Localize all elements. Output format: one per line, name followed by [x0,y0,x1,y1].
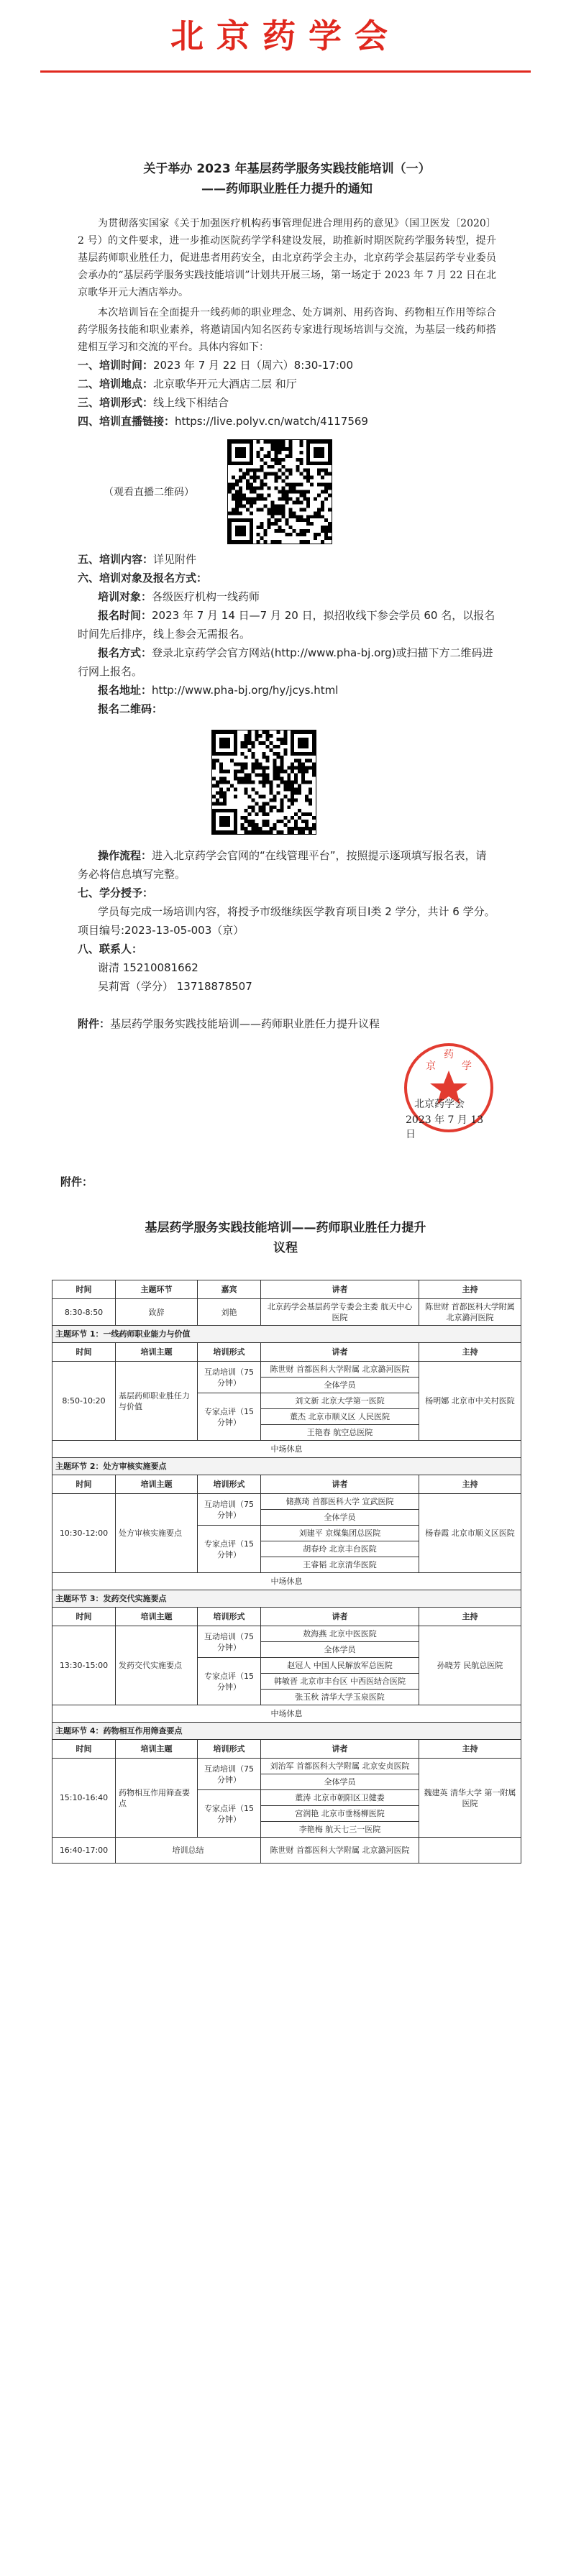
session-theme: 发药交代实施要点 [116,1626,198,1705]
intro-paragraphs [78,215,496,356]
process-text: 操作流程：进入北京药学会官网的“在线管理平台”，按照提示逐项填写报名表，请务必将信息填写完整。 [78,849,487,881]
agenda-section-title: 主题环节 2：处方审核实施要点 [52,1458,521,1475]
session-speaker: 张玉秋 清华大学玉泉医院 [261,1690,419,1705]
attachment-label: 附件： [60,1175,93,1188]
agenda-subheader-row [52,1740,521,1759]
subheader-cell: 时间 [52,1475,116,1494]
session-form: 互动培训（75 分钟） [198,1362,261,1393]
session-speaker: 全体学员 [261,1510,419,1526]
subheader-cell: 讲者 [261,1608,419,1626]
agenda-break-row [52,1441,521,1458]
contact-line: 谢清 15210081662 [98,961,198,974]
session-form: 专家点评（15 分钟） [198,1393,261,1441]
session-theme: 处方审核实施要点 [116,1494,198,1573]
session-speaker: 董杰 北京市顺义区 人民医院 [261,1409,419,1425]
info-item-location: 二、培训地点：北京歌华开元大酒店二层 和厅 [78,377,297,390]
enroll-address-link[interactable]: http://www.pha-bj.org/hy/jcys.html [152,684,339,697]
enroll-qr-code-icon[interactable] [211,730,316,835]
credit-heading: 七、学分授予： [78,886,154,899]
break-label: 中场休息 [52,1441,521,1458]
enroll-time: 报名时间：2023 年 7 月 14 日—7 月 20 日，拟招收线下参会学员 60 名，以报名时间先后排序，线上参会无需报名。 [78,609,495,641]
agenda-break-row [52,1705,521,1723]
session-time: 13:30-15:00 [52,1626,116,1705]
session-form: 专家点评（15 分钟） [198,1658,261,1705]
session-speaker: 韩敏晋 北京市丰台区 中西医结合医院 [261,1674,419,1690]
session-speaker: 王艳春 航空总医院 [261,1425,419,1441]
agenda-section-title-row [52,1458,521,1475]
subheader-cell: 培训形式 [198,1608,261,1626]
subheader-cell: 主持 [419,1475,521,1494]
subheader-cell: 讲者 [261,1343,419,1362]
break-label: 中场休息 [52,1705,521,1723]
signature-date: 2023 年 7 月 13 日 [406,1114,484,1140]
credit-text: 学员每完成一场培训内容，将授予市级继续医学教育项目Ⅰ类 2 学分，共计 6 学分。项目编号:2023-13-05-003（京） [78,905,495,937]
agenda-row-opening: 8:30-8:50 致辞 刘艳 北京药学会基层药学专委会主委 航天中心医院 陈世财 首都医科大学附属 北京潞河医院 [52,1299,521,1326]
info-list-2 [78,550,496,718]
session-form: 专家点评（15 分钟） [198,1790,261,1838]
subheader-cell: 讲者 [261,1740,419,1759]
session-time: 8:50-10:20 [52,1362,116,1441]
session-host: 杨明娜 北京市中关村医院 [419,1362,521,1441]
session-speaker: 储燕琦 首都医科大学 宣武医院 [261,1494,419,1510]
session-speaker: 敖海燕 北京中医医院 [261,1626,419,1642]
agenda-subheader-row [52,1343,521,1362]
subheader-cell: 培训主题 [116,1608,198,1626]
session-host [419,1838,521,1864]
agenda-row [52,1759,521,1774]
session-speaker: 全体学员 [261,1378,419,1393]
session-form: 互动培训（75 分钟） [198,1626,261,1658]
info-item-content: 五、培训内容：详见附件 [78,553,197,566]
notice-title: 关于举办 2023 年基层药学服务实践技能培训（一） [143,162,431,176]
agenda-table [52,1280,521,1864]
session-time: 10:30-12:00 [52,1494,116,1573]
session-time: 16:40-17:00 [52,1838,116,1864]
enroll-qr-heading: 报名二维码： [98,702,163,715]
contact-heading: 八、联系人： [78,943,143,955]
subheader-cell: 培训形式 [198,1740,261,1759]
subheader-cell: 主持 [419,1608,521,1626]
session-time: 15:10-16:40 [52,1759,116,1838]
agenda-row [52,1626,521,1642]
agenda-subheader-row [52,1475,521,1494]
agenda-section-title-row [52,1723,521,1740]
session-speaker: 全体学员 [261,1774,419,1790]
subheader-cell: 培训主题 [116,1475,198,1494]
session-host: 杨春霞 北京市顺义区医院 [419,1494,521,1573]
break-label: 中场休息 [52,1573,521,1590]
svg-text:学: 学 [462,1060,472,1072]
session-speaker: 刘治军 首都医科大学附属 北京安贞医院 [261,1759,419,1774]
subheader-cell: 培训形式 [198,1475,261,1494]
enroll-target: 培训对象：各级医疗机构一线药师 [98,590,260,603]
session-form: 互动培训（75 分钟） [198,1494,261,1526]
live-qr-caption: （观看直播二维码） [104,487,194,498]
agenda-title: 基层药学服务实践技能培训——药师职业胜任力提升 议程 [145,1221,426,1255]
subheader-cell: 主持 [419,1343,521,1362]
notice-body [0,159,571,1148]
agenda-row [52,1494,521,1510]
letterhead [0,0,571,73]
session-theme: 培训总结 [116,1838,261,1864]
live-stream-link[interactable]: https://live.polyv.cn/watch/4117569 [175,415,368,428]
letterhead-org-name: 北京药学会 [170,17,401,55]
info-item-live-link: 四、培训直播链接：https://live.polyv.cn/watch/4117569 [78,415,368,428]
enroll-qr-section [211,728,496,836]
agenda-subheader-row [52,1608,521,1626]
svg-text:京: 京 [426,1060,436,1072]
signature-block [78,1040,496,1148]
session-form: 互动培训（75 分钟） [198,1759,261,1790]
subheader-cell: 培训主题 [116,1343,198,1362]
col-header: 嘉宾 [198,1280,261,1299]
info-item-format: 三、培训形式：线上线下相结合 [78,396,229,409]
svg-text:药: 药 [444,1049,454,1060]
col-header: 主持 [419,1280,521,1299]
intro-paragraph: 为贯彻落实国家《关于加强医疗机构药事管理促进合理用药的意见》（国卫医发〔2020〕2 号）的文件要求，进一步推动医院药学学科建设发展，助推新时期医院药学服务转型，提升基层药师职业胜任力，促进患者用药安全，由北京药学会主办，北京药学会基层药学专业委员会承办的“基层药学服务实践技能培训”计划共开展三场，第一场定于 2023 年 7 月 22 日在北京歌华开元大酒店举办。 [78,218,496,298]
session-theme: 药物相互作用筛查要点 [116,1759,198,1838]
info-item-time: 一、培训时间：2023 年 7 月 22 日（周六）8:30-17:00 [78,359,353,372]
session-speaker: 胡春玲 北京丰台医院 [261,1541,419,1557]
col-header: 时间 [52,1280,116,1299]
agenda-break-row [52,1573,521,1590]
subheader-cell: 讲者 [261,1475,419,1494]
subheader-cell: 培训形式 [198,1343,261,1362]
intro-paragraph: 本次培训旨在全面提升一线药师的职业理念、处方调剂、用药咨询、药物相互作用等综合药学服务技能和职业素养，将邀请国内知名医药专家进行现场培训与交流，为基层一线药师搭建相互学习和交流的平台。具体内容如下： [78,307,496,353]
session-speaker: 刘建平 京煤集团总医院 [261,1526,419,1541]
session-form: 专家点评（15 分钟） [198,1526,261,1573]
agenda-section-title-row [52,1326,521,1343]
session-speaker: 陈世财 首都医科大学附属 北京潞河医院 [261,1838,419,1864]
agenda-header-row [52,1280,521,1299]
enroll-address: 报名地址：http://www.pha-bj.org/hy/jcys.html [98,684,339,697]
subheader-cell: 培训主题 [116,1740,198,1759]
agenda-section-title: 主题环节 1：一线药师职业能力与价值 [52,1326,521,1343]
contact-line: 吴莉霄（学分） 13718878507 [98,980,252,993]
agenda-row-closing [52,1838,521,1864]
session-speaker: 赵冠人 中国人民解放军总医院 [261,1658,419,1674]
session-speaker: 陈世财 首都医科大学附属 北京潞河医院 [261,1362,419,1378]
session-speaker: 全体学员 [261,1642,419,1658]
signature-org: 北京药学会 [414,1099,465,1110]
agenda-row [52,1362,521,1378]
info-list [78,356,496,431]
info-item-enroll-heading: 六、培训对象及报名方式： [78,572,208,585]
session-speaker: 宫润艳 北京市垂杨柳医院 [261,1806,419,1822]
session-speaker: 李艳梅 航天七三一医院 [261,1822,419,1838]
subheader-cell: 时间 [52,1343,116,1362]
agenda-section-title: 主题环节 3：发药交代实施要点 [52,1590,521,1608]
session-speaker: 王睿韬 北京清华医院 [261,1557,419,1573]
live-qr-section [104,438,496,546]
attachment-line: 附件：基层药学服务实践技能培训——药师职业胜任力提升议程 [78,1017,380,1030]
enroll-method: 报名方式：登录北京药学会官方网站(http://www.pha-bj.org)或扫描下方二维码进行网上报名。 [78,646,493,678]
agenda-section-title: 主题环节 4：药物相互作用筛查要点 [52,1723,521,1740]
live-qr-code-icon[interactable] [227,439,332,544]
session-speaker: 刘文新 北京大学第一医院 [261,1393,419,1409]
agenda-section-title-row [52,1590,521,1608]
session-host: 魏建英 清华大学 第一附属医院 [419,1759,521,1838]
notice-subtitle: ——药师职业胜任力提升的通知 [201,182,373,196]
letterhead-divider [40,70,531,73]
session-theme: 基层药师职业胜任力与价值 [116,1362,198,1441]
session-host: 孙晓芳 民航总医院 [419,1626,521,1705]
subheader-cell: 时间 [52,1740,116,1759]
subheader-cell: 时间 [52,1608,116,1626]
subheader-cell: 主持 [419,1740,521,1759]
col-header: 讲者 [261,1280,419,1299]
col-header: 主题环节 [116,1280,198,1299]
session-speaker: 董涛 北京市朝阳区卫健委 [261,1790,419,1806]
